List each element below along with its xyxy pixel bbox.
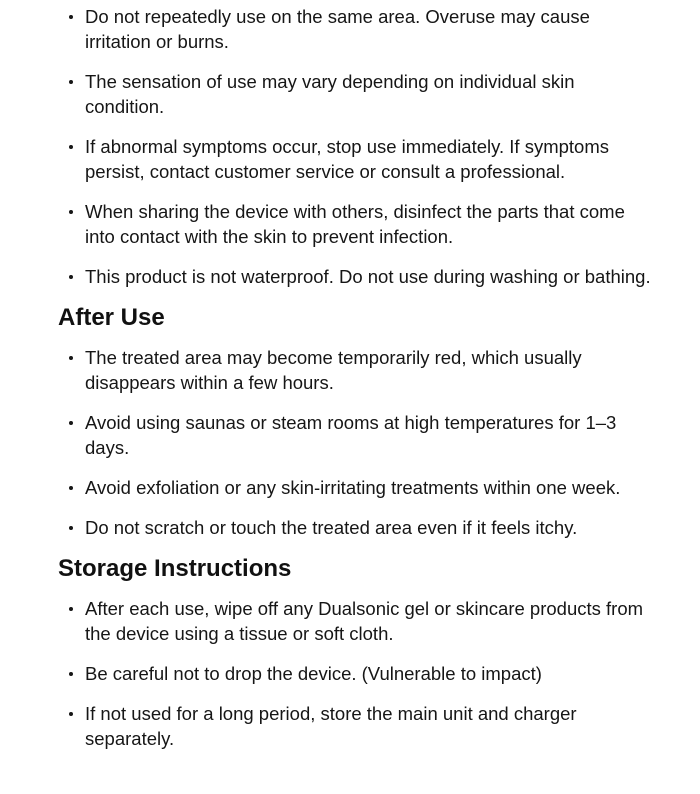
list-item: Do not scratch or touch the treated area even if it feels itchy.: [58, 515, 658, 540]
list-item: Be careful not to drop the device. (Vulnerable to impact): [58, 661, 658, 686]
section-heading-storage: Storage Instructions: [58, 555, 292, 582]
section-heading-after-use: After Use: [58, 304, 165, 331]
list-item: Avoid exfoliation or any skin-irritating treatments within one week.: [58, 475, 658, 500]
list-item: If abnormal symptoms occur, stop use immediately. If symptoms persist, contact customer service or consult a professional.: [58, 134, 658, 184]
precautions-list: [58, 4, 658, 289]
storage-list: [58, 596, 658, 751]
document-content: [58, 4, 658, 766]
list-item: After each use, wipe off any Dualsonic gel or skincare products from the device using a tissue or soft cloth.: [58, 596, 658, 646]
list-item: The treated area may become temporarily red, which usually disappears within a few hours.: [58, 345, 658, 395]
list-item: Do not repeatedly use on the same area. Overuse may cause irritation or burns.: [58, 4, 658, 54]
list-item: When sharing the device with others, disinfect the parts that come into contact with the skin to prevent infection.: [58, 199, 658, 249]
list-item: Avoid using saunas or steam rooms at high temperatures for 1–3 days.: [58, 410, 658, 460]
list-item: If not used for a long period, store the main unit and charger separately.: [58, 701, 658, 751]
list-item: This product is not waterproof. Do not use during washing or bathing.: [58, 264, 658, 289]
list-item: The sensation of use may vary depending on individual skin condition.: [58, 69, 658, 119]
after-use-list: [58, 345, 658, 540]
